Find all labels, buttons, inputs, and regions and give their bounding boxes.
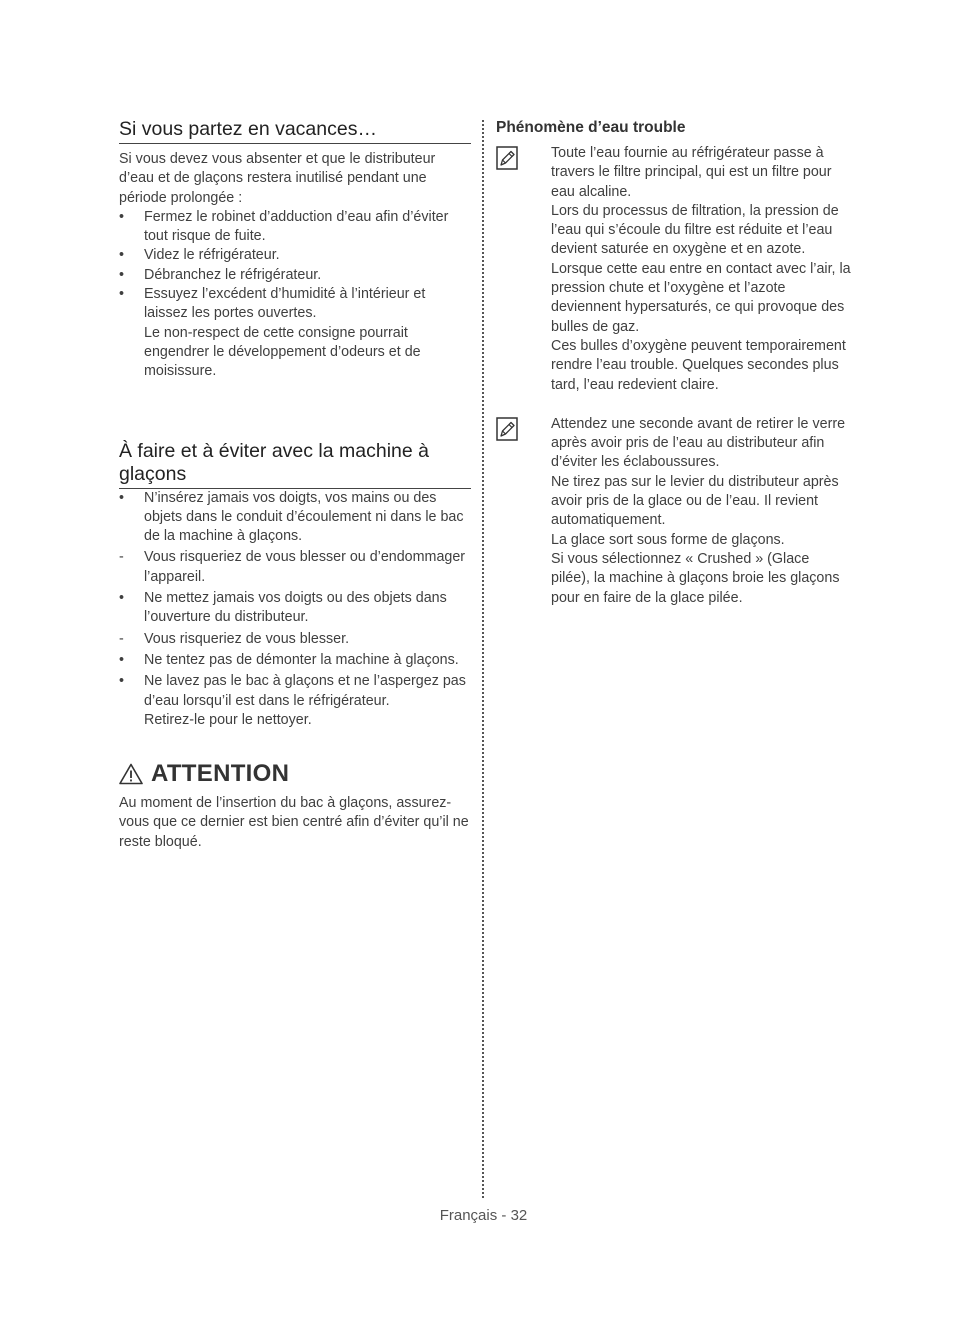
list-item xyxy=(119,589,471,628)
right-column xyxy=(496,118,851,608)
bullet-marker: • xyxy=(119,266,125,283)
list-item-text: Ne lavez pas le bac à glaçons et ne l’aspergez pas d’eau lorsqu’il est dans le réfrigérateur. xyxy=(144,673,466,709)
note-paragraph: Attendez une seconde avant de retirer le verre après avoir pris de l’eau au distributeur afin d’éviter les éclaboussures. xyxy=(551,415,846,471)
list-item xyxy=(119,489,471,547)
list-item xyxy=(119,672,471,730)
list-item-text: Fermez le robinet d’adduction d’eau afin d’éviter tout risque de fuite. xyxy=(144,208,449,245)
note-block xyxy=(496,415,851,608)
note-paragraph: La glace sort sous forme de glaçons. xyxy=(551,531,785,548)
bullet-marker: • xyxy=(119,590,125,607)
list-item-text: Ne tentez pas de démonter la machine à glaçons. xyxy=(144,651,459,668)
attention-title: ATTENTION xyxy=(151,760,290,788)
list-item-text: Débranchez le réfrigérateur. xyxy=(144,266,322,283)
dash-marker: - xyxy=(119,630,124,647)
attention-text: Au moment de l’insertion du bac à glaçons, assurez-vous que ce dernier est bien centré afin d’éviter qu’il ne reste bloqué. xyxy=(119,795,469,850)
list-item xyxy=(119,266,471,285)
list-item xyxy=(119,630,471,649)
note-paragraph: Toute l’eau fournie au réfrigérateur passe à travers le filtre principal, qui est un filtre pour eau alcaline. xyxy=(551,145,832,200)
dash-marker: - xyxy=(119,549,124,566)
list-item-extra: Le non-respect de cette consigne pourrait engendrer le développement d’odeurs et de moisissure. xyxy=(144,324,421,380)
list-item xyxy=(119,548,471,587)
note-block xyxy=(496,144,851,395)
list-item-extra: Retirez-le pour le nettoyer. xyxy=(144,711,312,728)
column-divider xyxy=(482,120,484,1198)
list-item xyxy=(119,285,471,381)
note-text xyxy=(551,144,851,395)
list-item xyxy=(119,246,471,265)
note-text xyxy=(551,415,851,608)
list-item-text: Videz le réfrigérateur. xyxy=(144,247,280,264)
list-item-text: Ne mettez jamais vos doigts ou des objets dans l’ouverture du distributeur. xyxy=(144,590,447,626)
list-item-text: Vous risqueriez de vous blesser ou d’endommager l’appareil. xyxy=(144,549,466,585)
bullet-marker: • xyxy=(119,651,125,668)
note-pencil-icon xyxy=(496,417,518,441)
bullet-marker: • xyxy=(119,286,125,303)
icemaker-list xyxy=(119,489,471,731)
vacation-section-title: Si vous partez en vacances… xyxy=(119,118,471,144)
attention-header xyxy=(119,760,471,788)
vacation-list xyxy=(119,208,471,382)
note-pencil-icon xyxy=(496,146,518,170)
note-paragraph: Ces bulles d’oxygène peuvent temporairement rendre l’eau trouble. Quelques secondes plus tard, l’eau redevient claire. xyxy=(551,337,846,393)
page-footer: Français - 32 xyxy=(439,1207,528,1224)
bullet-marker: • xyxy=(119,673,125,690)
list-item-text: N’insérez jamais vos doigts, vos mains ou des objets dans le conduit d’écoulement ni dans le bac de la machine à glaçons. xyxy=(144,489,464,545)
bullet-marker: • xyxy=(119,247,125,264)
list-item-text: Essuyez l’excédent d’humidité à l’intérieur et laissez les portes ouvertes. xyxy=(144,286,426,322)
list-item-text: Vous risqueriez de vous blesser. xyxy=(144,630,350,647)
bullet-marker: • xyxy=(119,489,125,506)
list-item xyxy=(119,651,471,670)
icemaker-section-title: À faire et à éviter avec la machine à glaçons xyxy=(119,440,471,489)
note-paragraph: Si vous sélectionnez « Crushed » (Glace pilée), la machine à glaçons broie les glaçons pour en faire de la glace pilée. xyxy=(551,550,840,606)
bullet-marker: • xyxy=(119,208,125,225)
left-column xyxy=(119,118,471,852)
note-paragraph: Lors du processus de filtration, la pression de l’eau qui s’écoule du filtre est réduite et l’eau devient saturée en oxygène et en azote. Lorsque cette eau entre en contact avec l’air, la pression chute et l’oxygène et l’azote deviennent hypersaturés, ce qui provoque des bulles de gaz. xyxy=(551,202,851,335)
cloudy-water-title: Phénomène d’eau trouble xyxy=(496,119,686,136)
vacation-intro: Si vous devez vous absenter et que le distributeur d’eau et de glaçons restera inutilisé pendant une période prolongée : xyxy=(119,151,436,206)
warning-triangle-icon xyxy=(119,763,143,785)
note-paragraph: Ne tirez pas sur le levier du distributeur après avoir pris de la glace ou de l’eau. Il revient automatiquement. xyxy=(551,473,839,529)
list-item xyxy=(119,208,471,247)
